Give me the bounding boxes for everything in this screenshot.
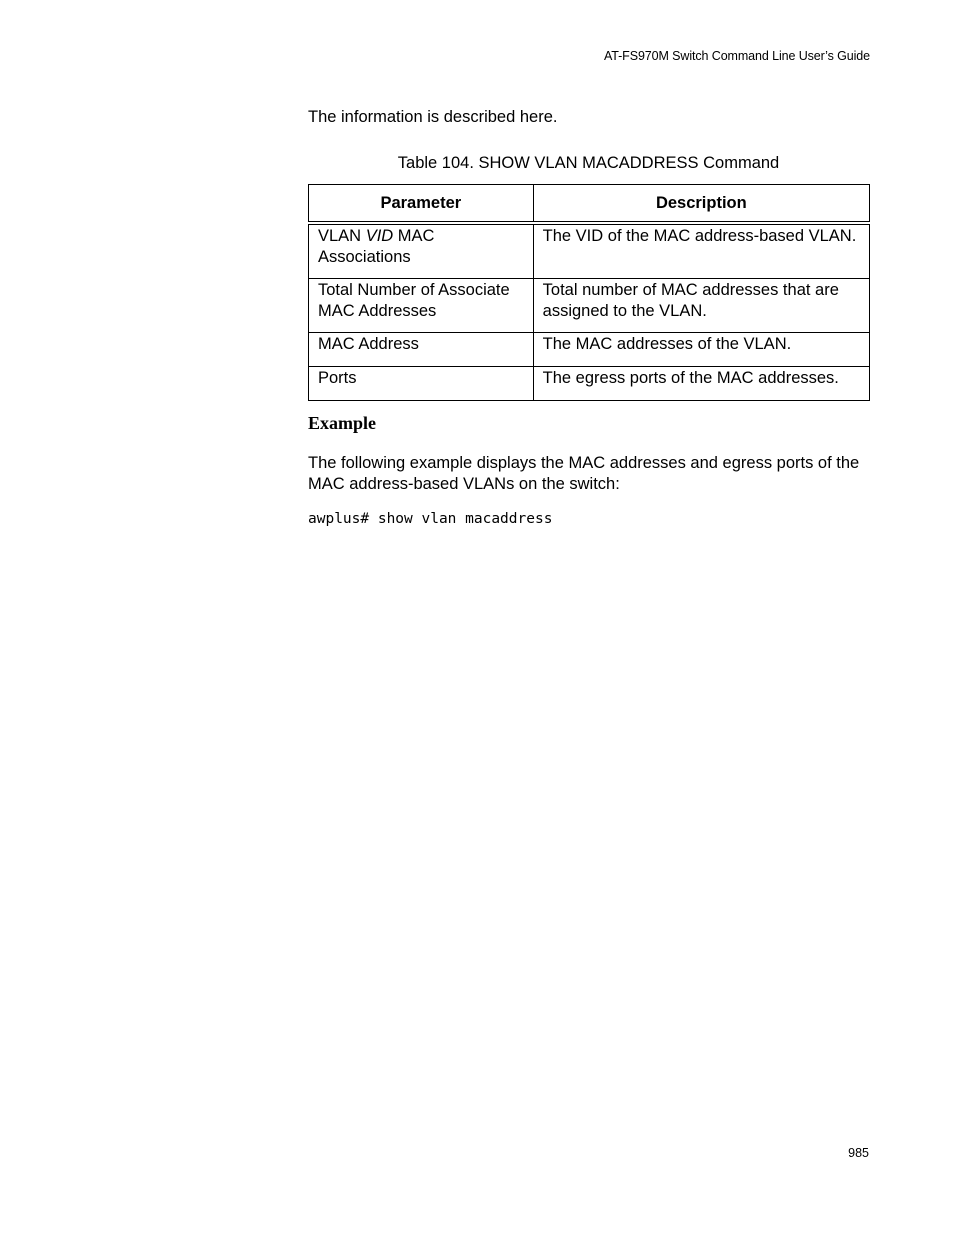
table-header-row: [309, 185, 870, 224]
description-cell: The MAC addresses of the VLAN.: [533, 333, 869, 367]
parameter-cell: Total Number of Associate MAC Addresses: [309, 279, 534, 333]
parameter-cell: Ports: [309, 367, 534, 401]
column-header-parameter: Parameter: [309, 185, 534, 224]
parameter-cell: [309, 223, 534, 279]
table-row: [309, 333, 870, 367]
intro-paragraph: The information is described here.: [308, 108, 558, 126]
description-cell: Total number of MAC addresses that are assigned to the VLAN.: [533, 279, 869, 333]
parameter-text: MAC Associations: [318, 227, 435, 266]
running-header: AT-FS970M Switch Command Line User’s Guide: [603, 49, 870, 63]
description-cell: The VID of the MAC address-based VLAN.: [533, 223, 869, 279]
table-row: [309, 279, 870, 333]
column-header-description: Description: [533, 185, 869, 224]
page-number: 985: [848, 1146, 869, 1160]
table-caption: Table 104. SHOW VLAN MACADDRESS Command: [397, 154, 780, 172]
command-example: awplus# show vlan macaddress: [308, 511, 553, 527]
parameter-variable: VID: [365, 227, 394, 245]
example-paragraph: The following example displays the MAC addresses and egress ports of the MAC address-based VLANs on the switch:: [308, 454, 860, 493]
example-heading: Example: [308, 413, 377, 433]
description-cell: The egress ports of the MAC addresses.: [533, 367, 869, 401]
table-row: [309, 367, 870, 401]
parameter-text: VLAN: [318, 227, 366, 245]
parameter-table: [308, 184, 870, 401]
parameter-cell: MAC Address: [309, 333, 534, 367]
table-row: [309, 223, 870, 279]
